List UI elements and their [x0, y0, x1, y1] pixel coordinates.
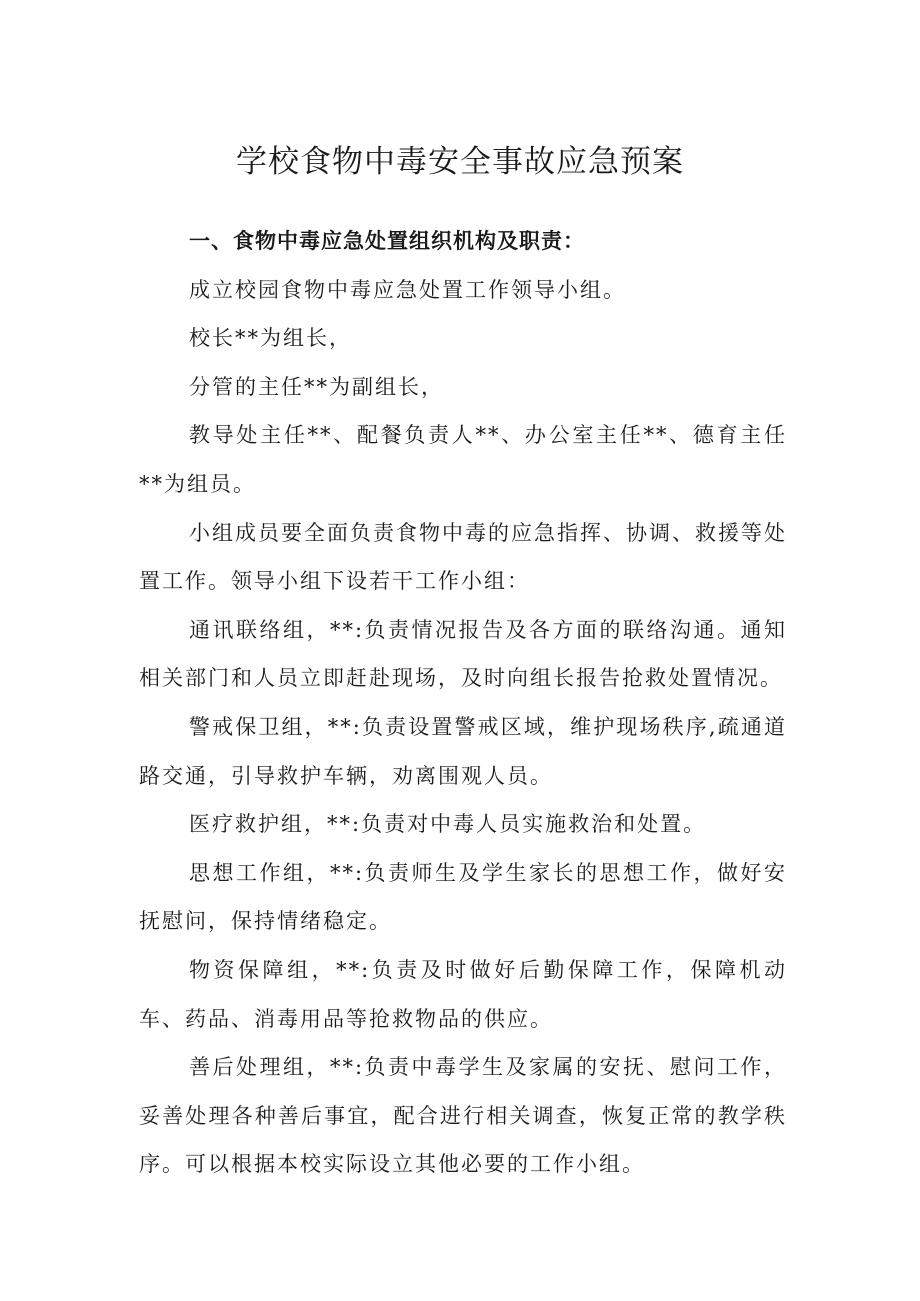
paragraph: 校长**为组长， [189, 326, 352, 351]
paragraph: 医疗救护组，**:负责对中毒人员实施救治和处置。 [189, 812, 707, 837]
paragraph: 成立校园食物中毒应急处置工作领导小组。 [189, 277, 626, 302]
paragraph: 小组成员要全面负责食物中毒的应急指挥、协调、救援等处置工作。领导小组下设若干工作小组： [139, 520, 787, 594]
paragraph: 物资保障组，**:负责及时做好后勤保障工作，保障机动车、药品、消毒用品等抢救物品的供应。 [139, 957, 787, 1031]
paragraph: 思想工作组，**:负责师生及学生家长的思想工作，做好安抚慰问，保持情绪稳定。 [139, 860, 787, 934]
paragraph: 通讯联络组，**:负责情况报告及各方面的联络沟通。通知相关部门和人员立即赶赴现场，及时向组长报告抢救处置情况。 [139, 617, 787, 691]
paragraph: 警戒保卫组，**:负责设置警戒区域，维护现场秩序,疏通道路交通，引导救护车辆，劝离围观人员。 [139, 714, 787, 788]
paragraph: 善后处理组，**:负责中毒学生及家属的安抚、慰问工作，妥善处理各种善后事宜，配合进行相关调查，恢复正常的教学秩序。可以根据本校实际设立其他必要的工作小组。 [139, 1055, 787, 1177]
paragraph: 教导处主任**、配餐负责人**、办公室主任**、德育主任**为组员。 [139, 423, 787, 496]
document-body [139, 217, 787, 1189]
paragraph: 分管的主任**为副组长， [189, 374, 444, 399]
section-heading: 一、食物中毒应急处置组织机构及职责： [189, 229, 585, 253]
document-title: 学校食物中毒安全事故应急预案 [236, 144, 684, 180]
